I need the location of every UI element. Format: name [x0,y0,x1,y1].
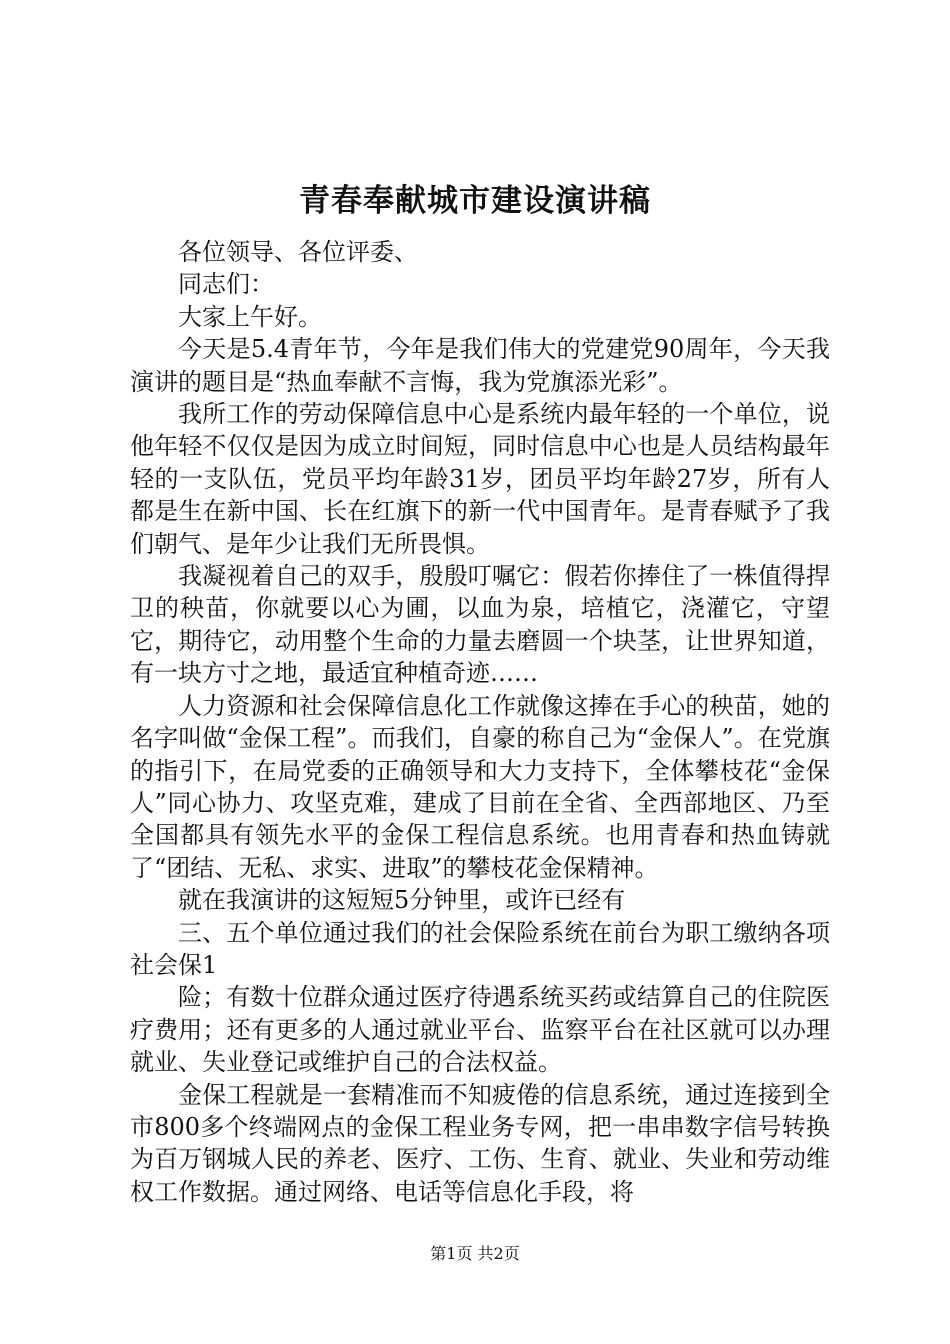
paragraph-units: 三、五个单位通过我们的社会保险系统在前台为职工缴纳各项社会保1 [130,918,830,979]
paragraph-information-system: 金保工程就是一套精准而不知疲倦的信息系统，通过连接到全市800多个终端网点的金保工程业务专网，把一串串数字信号转换为百万钢城人民的养老、医疗、工伤、生育、就业、失业和劳动维权工作数据。通过网络、电话等信息化手段，将 [130,1080,830,1206]
paragraph-salutation-leaders: 各位领导、各位评委、 [178,238,418,266]
page-footer: 第1页 共2页 [430,1244,520,1263]
paragraph-hands: 我凝视着自己的双手，殷殷叮嘱它：假若你捧住了一株值得捍卫的秧苗，你就要以心为圃，以血为泉，培植它，浇灌它，守望它，期待它，动用整个生命的力量去磨圆一个块茎，让世界知道，有一块方寸之地，最适宜种植奇迹…… [130,562,830,688]
paragraph-salutation-comrades: 同志们： [178,270,274,299]
paragraph-five-minutes: 就在我演讲的这短短5分钟里，或许已经有 [178,886,626,915]
document-body [130,236,830,1208]
document-title: 青春奉献城市建设演讲稿 [299,183,651,219]
paragraph-workplace: 我所工作的劳动保障信息中心是系统内最年轻的一个单位，说他年轻不仅仅是因为成立时间短，同时信息中心也是人员结构最年轻的一支队伍，党员平均年龄31岁，团员平均年龄27岁，所有人都是生在新中国、长在红旗下的新一代中国青年。是青春赋予了我们朝气、是年少让我们无所畏惧。 [130,400,830,558]
paragraph-topic: 今天是5.4青年节，今年是我们伟大的党建党90周年，今天我演讲的题目是“热血奉献不言悔，我为党旗添光彩”。 [130,335,830,396]
paragraph-greeting: 大家上午好。 [178,302,322,331]
paragraph-golden-insurance: 人力资源和社会保障信息化工作就像这捧在手心的秧苗，她的名字叫做“金保工程”。而我们，自豪的称自己为“金保人”。在党旗的指引下，在局党委的正确领导和大力支持下，全体攀枝花“金保人”同心协力、攻坚克难，建成了目前在全省、全西部地区、乃至全国都具有领先水平的金保工程信息系统。也用青春和热血铸就了“团结、无私、求实、进取”的攀枝花金保精神。 [130,691,830,882]
paragraph-insurance-services: 险；有数十位群众通过医疗待遇系统买药或结算自己的住院医疗费用；还有更多的人通过就业平台、监察平台在社区就可以办理就业、失业登记或维护自己的合法权益。 [130,983,830,1077]
